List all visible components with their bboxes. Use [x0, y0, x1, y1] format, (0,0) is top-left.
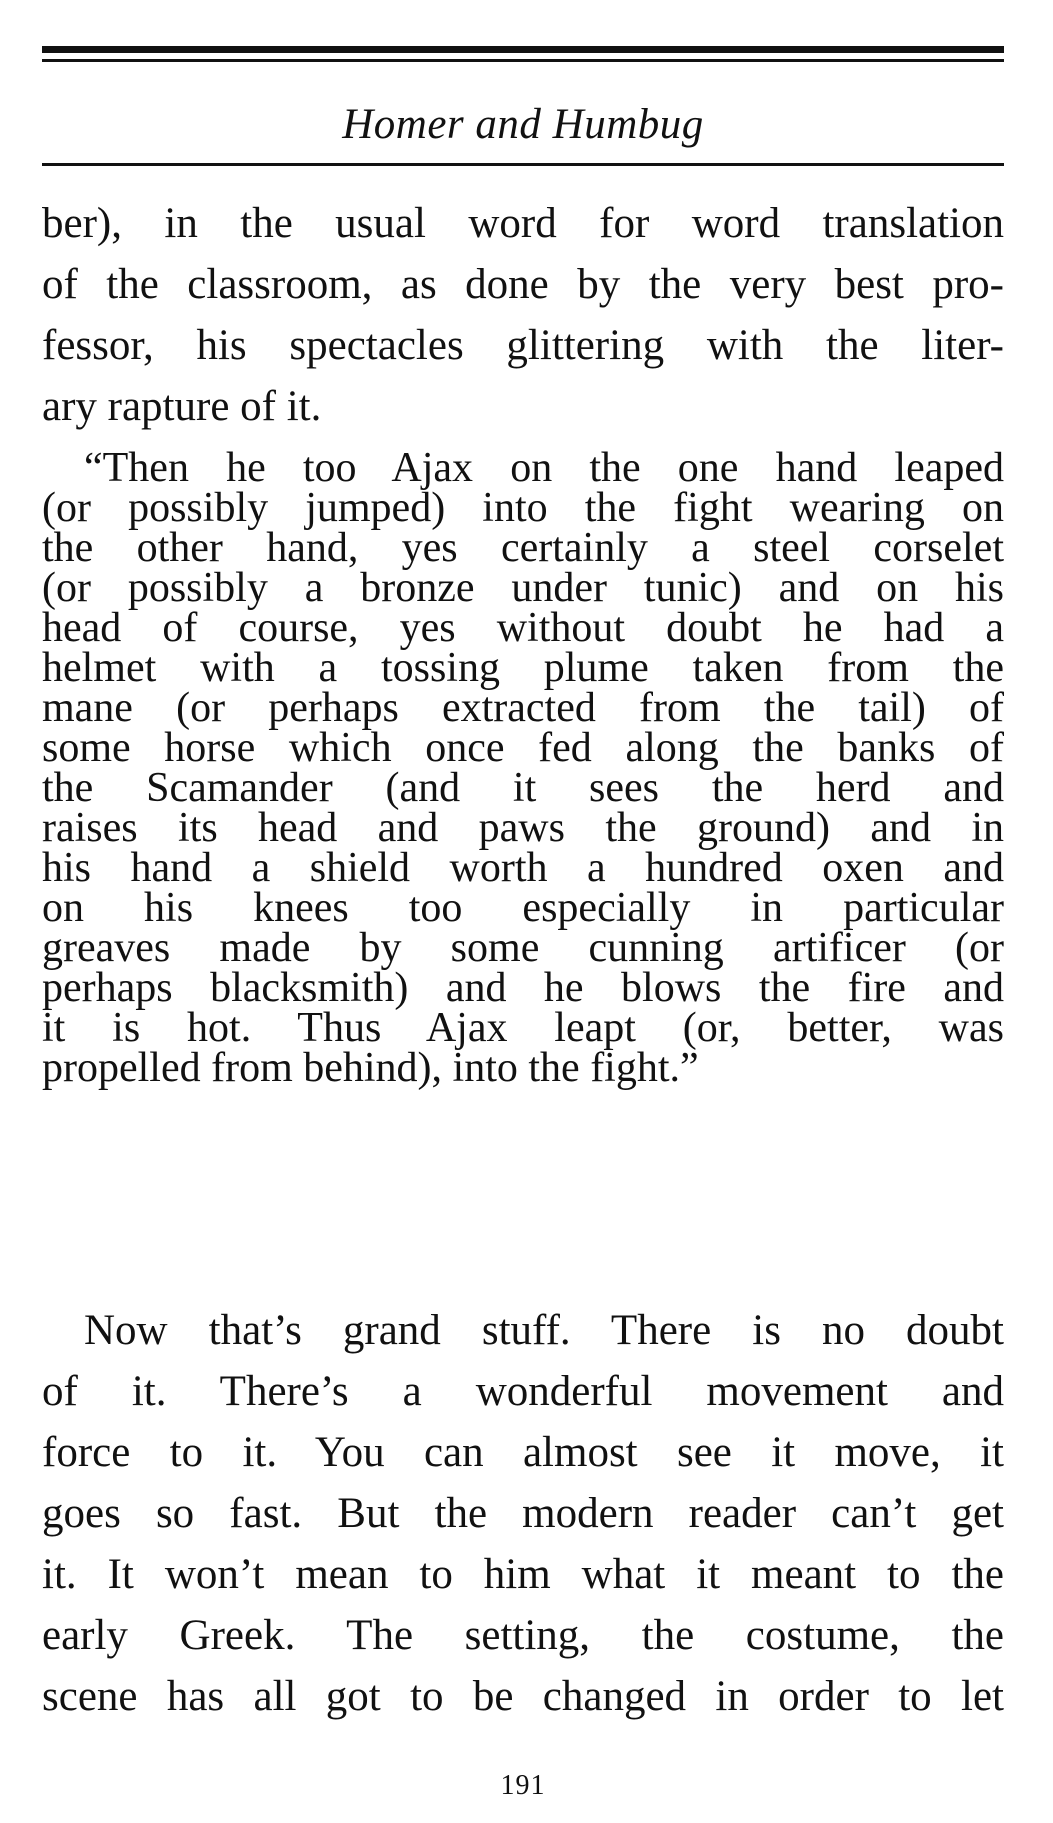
text-line: force to it. You can almost see it move, it — [42, 1429, 1004, 1476]
text-line: ary rapture of it. — [42, 383, 322, 430]
text-line: propelled from behind), into the fight.” — [42, 1045, 699, 1091]
paragraph-commentary — [42, 1300, 1004, 1727]
text-line: “Then he too Ajax on the one hand leaped — [84, 445, 1004, 491]
header-rule-top — [42, 46, 1004, 53]
text-line: (or possibly a bronze under tunic) and on his — [42, 565, 1004, 611]
text-line: raises its head and paws the ground) and in — [42, 805, 1004, 851]
book-page — [42, 0, 1004, 1823]
header-rule-under — [42, 59, 1004, 62]
header-rule-bottom — [42, 163, 1004, 166]
quoted-translation — [42, 445, 1004, 1091]
text-line: the other hand, yes certainly a steel corselet — [42, 525, 1004, 571]
text-line: some horse which once fed along the banks of — [42, 725, 1004, 771]
text-line: goes so fast. But the modern reader can’t get — [42, 1490, 1004, 1537]
text-line: on his knees too especially in particular — [42, 885, 1004, 931]
text-line: of the classroom, as done by the very best pro- — [42, 261, 1004, 308]
text-line: the Scamander (and it sees the herd and — [42, 765, 1004, 811]
paragraph-continuation — [42, 193, 1004, 437]
text-line: head of course, yes without doubt he had a — [42, 605, 1004, 651]
text-line: Now that’s grand stuff. There is no doubt — [84, 1307, 1004, 1354]
text-line: it is hot. Thus Ajax leapt (or, better, was — [42, 1005, 1004, 1051]
text-line: helmet with a tossing plume taken from the — [42, 645, 1004, 691]
text-line: scene has all got to be changed in order to let — [42, 1673, 1004, 1720]
text-line: perhaps blacksmith) and he blows the fire and — [42, 965, 1004, 1011]
text-line: of it. There’s a wonderful movement and — [42, 1368, 1004, 1415]
page-number: 191 — [500, 1770, 546, 1801]
text-line: it. It won’t mean to him what it meant to the — [42, 1551, 1004, 1598]
text-line: mane (or perhaps extracted from the tail) of — [42, 685, 1004, 731]
text-line: early Greek. The setting, the costume, the — [42, 1612, 1004, 1659]
text-line: fessor, his spectacles glittering with the liter- — [42, 322, 1004, 369]
text-line: ber), in the usual word for word translation — [42, 200, 1004, 247]
text-line: (or possibly jumped) into the fight wearing on — [42, 485, 1004, 531]
running-head: Homer and Humbug — [342, 101, 704, 148]
text-line: his hand a shield worth a hundred oxen and — [42, 845, 1004, 891]
text-line: greaves made by some cunning artificer (or — [42, 925, 1004, 971]
